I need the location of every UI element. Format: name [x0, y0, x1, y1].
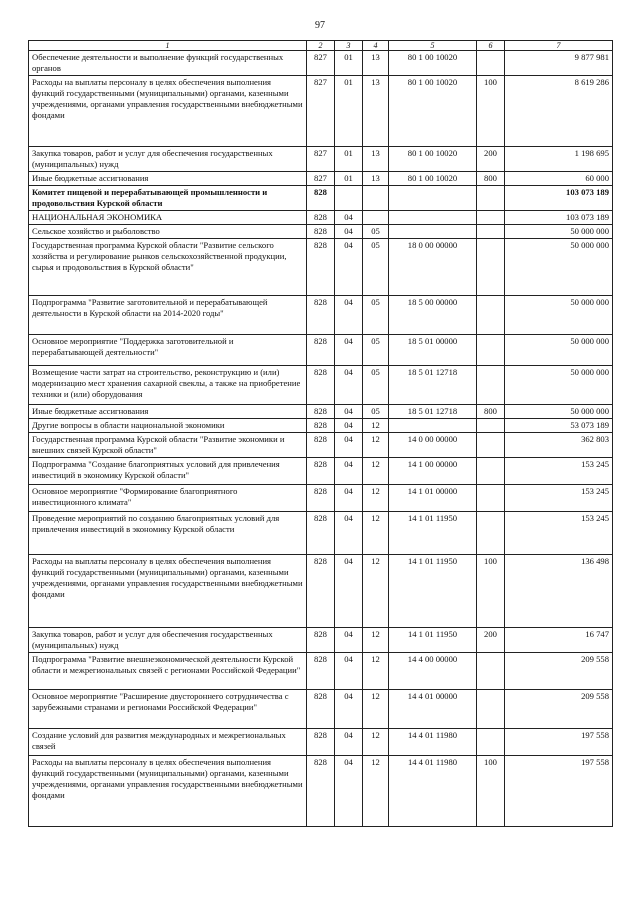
ministry-code-cell: 827 [307, 76, 335, 147]
target-article-cell: 80 1 00 10020 [389, 76, 477, 147]
row-name-cell: Подпрограмма "Создание благоприятных условий для привлечения инвестиций в экономику Курской области" [29, 458, 307, 485]
amount-cell: 50 000 000 [505, 225, 613, 239]
section-code-cell: 01 [335, 51, 363, 76]
subsection-code-cell: 05 [363, 335, 389, 366]
table-body [29, 51, 613, 827]
section-code-cell: 04 [335, 729, 363, 756]
ministry-code-cell: 828 [307, 512, 335, 555]
row-name-cell: Государственная программа Курской области "Развитие экономики и внешних связей Курской области" [29, 433, 307, 458]
table-row [29, 653, 613, 690]
section-code-cell: 04 [335, 296, 363, 335]
section-code-cell: 04 [335, 239, 363, 296]
amount-cell: 103 073 189 [505, 186, 613, 211]
ministry-code-cell: 827 [307, 51, 335, 76]
row-name-cell: Основное мероприятие "Поддержка заготовительной и перерабатывающей деятельности" [29, 335, 307, 366]
expense-type-cell: 800 [477, 405, 505, 419]
ministry-code-cell: 828 [307, 405, 335, 419]
ministry-code-cell: 827 [307, 172, 335, 186]
expense-type-cell: 100 [477, 756, 505, 827]
section-code-cell: 04 [335, 653, 363, 690]
row-name-cell: Проведение мероприятий по созданию благоприятных условий для привлечения инвестиций в экономику Курской области [29, 512, 307, 555]
target-article-cell: 80 1 00 10020 [389, 51, 477, 76]
ministry-code-cell: 828 [307, 628, 335, 653]
row-name-cell: Иные бюджетные ассигнования [29, 405, 307, 419]
subsection-code-cell [363, 211, 389, 225]
row-name-cell: Подпрограмма "Развитие заготовительной и перерабатывающей деятельности в Курской области на 2014-2020 годы" [29, 296, 307, 335]
ministry-code-cell: 828 [307, 433, 335, 458]
subsection-code-cell: 05 [363, 366, 389, 405]
expense-type-cell [477, 485, 505, 512]
target-article-cell: 14 4 01 11980 [389, 729, 477, 756]
expense-type-cell [477, 239, 505, 296]
table-row [29, 555, 613, 628]
column-header: 5 [389, 41, 477, 51]
target-article-cell: 14 4 01 00000 [389, 690, 477, 729]
section-code-cell: 04 [335, 512, 363, 555]
ministry-code-cell: 828 [307, 419, 335, 433]
row-name-cell: Сельское хозяйство и рыболовство [29, 225, 307, 239]
row-name-cell: Основное мероприятие "Формирование благоприятного инвестиционного климата" [29, 485, 307, 512]
expense-type-cell [477, 366, 505, 405]
target-article-cell: 14 1 01 00000 [389, 485, 477, 512]
amount-cell: 53 073 189 [505, 419, 613, 433]
subsection-code-cell: 13 [363, 51, 389, 76]
expense-type-cell [477, 335, 505, 366]
amount-cell: 9 877 981 [505, 51, 613, 76]
column-header: 2 [307, 41, 335, 51]
expense-type-cell [477, 512, 505, 555]
column-header: 3 [335, 41, 363, 51]
target-article-cell: 80 1 00 10020 [389, 172, 477, 186]
target-article-cell: 14 1 00 00000 [389, 458, 477, 485]
row-name-cell: Комитет пищевой и перерабатывающей промышленности и продовольствия Курской области [29, 186, 307, 211]
section-code-cell: 04 [335, 690, 363, 729]
row-name-cell: Расходы на выплаты персоналу в целях обеспечения выполнения функций государственными (муниципальными) органами, казенными учреждениями, органами управления государственными внебюджетными фондами [29, 555, 307, 628]
expense-type-cell [477, 225, 505, 239]
target-article-cell: 14 4 00 00000 [389, 653, 477, 690]
table-row [29, 512, 613, 555]
table-row [29, 419, 613, 433]
row-name-cell: Создание условий для развития международных и межрегиональных связей [29, 729, 307, 756]
column-header: 6 [477, 41, 505, 51]
subsection-code-cell: 12 [363, 628, 389, 653]
subsection-code-cell: 12 [363, 512, 389, 555]
amount-cell: 60 000 [505, 172, 613, 186]
ministry-code-cell: 828 [307, 225, 335, 239]
table-row [29, 628, 613, 653]
ministry-code-cell: 828 [307, 729, 335, 756]
target-article-cell: 14 1 01 11950 [389, 628, 477, 653]
expense-type-cell [477, 653, 505, 690]
table-row [29, 225, 613, 239]
ministry-code-cell: 828 [307, 485, 335, 512]
amount-cell: 209 558 [505, 653, 613, 690]
table-row [29, 485, 613, 512]
amount-cell: 197 558 [505, 729, 613, 756]
section-code-cell: 01 [335, 76, 363, 147]
section-code-cell: 04 [335, 756, 363, 827]
target-article-cell: 14 0 00 00000 [389, 433, 477, 458]
table-row [29, 690, 613, 729]
section-code-cell: 04 [335, 211, 363, 225]
amount-cell: 103 073 189 [505, 211, 613, 225]
row-name-cell: Расходы на выплаты персоналу в целях обеспечения выполнения функций государственными (муниципальными) органами, казенными учреждениями, органами управления государственными внебюджетными фондами [29, 756, 307, 827]
table-row [29, 335, 613, 366]
subsection-code-cell: 05 [363, 239, 389, 296]
expense-type-cell [477, 433, 505, 458]
table-row [29, 186, 613, 211]
ministry-code-cell: 828 [307, 690, 335, 729]
section-code-cell: 01 [335, 147, 363, 172]
amount-cell: 50 000 000 [505, 405, 613, 419]
amount-cell: 153 245 [505, 458, 613, 485]
table-header-row [29, 41, 613, 51]
column-header: 1 [29, 41, 307, 51]
table-row [29, 239, 613, 296]
row-name-cell: Подпрограмма "Развитие внешнеэкономической деятельности Курской области и межрегиональных связей с регионами Российской Федерации" [29, 653, 307, 690]
amount-cell: 209 558 [505, 690, 613, 729]
amount-cell: 136 498 [505, 555, 613, 628]
expense-type-cell: 200 [477, 147, 505, 172]
section-code-cell: 04 [335, 225, 363, 239]
target-article-cell [389, 186, 477, 211]
table-row [29, 729, 613, 756]
expense-type-cell [477, 419, 505, 433]
table-row [29, 172, 613, 186]
section-code-cell: 04 [335, 433, 363, 458]
target-article-cell: 14 1 01 11950 [389, 555, 477, 628]
table-row [29, 433, 613, 458]
row-name-cell: Закупка товаров, работ и услуг для обеспечения государственных (муниципальных) нужд [29, 147, 307, 172]
section-code-cell: 01 [335, 172, 363, 186]
expense-type-cell: 800 [477, 172, 505, 186]
subsection-code-cell: 12 [363, 433, 389, 458]
ministry-code-cell: 828 [307, 366, 335, 405]
expense-type-cell: 100 [477, 555, 505, 628]
section-code-cell: 04 [335, 458, 363, 485]
subsection-code-cell: 05 [363, 296, 389, 335]
table-row [29, 211, 613, 225]
target-article-cell: 18 5 01 12718 [389, 366, 477, 405]
amount-cell: 362 803 [505, 433, 613, 458]
subsection-code-cell: 12 [363, 690, 389, 729]
row-name-cell: Иные бюджетные ассигнования [29, 172, 307, 186]
subsection-code-cell: 12 [363, 485, 389, 512]
ministry-code-cell: 828 [307, 239, 335, 296]
target-article-cell: 80 1 00 10020 [389, 147, 477, 172]
subsection-code-cell: 13 [363, 76, 389, 147]
ministry-code-cell: 828 [307, 653, 335, 690]
ministry-code-cell: 828 [307, 756, 335, 827]
subsection-code-cell: 05 [363, 225, 389, 239]
table-row [29, 147, 613, 172]
row-name-cell: Расходы на выплаты персоналу в целях обеспечения выполнения функций государственными (муниципальными) органами, казенными учреждениями, органами управления государственными внебюджетными фондами [29, 76, 307, 147]
table-row [29, 296, 613, 335]
subsection-code-cell: 12 [363, 729, 389, 756]
amount-cell: 50 000 000 [505, 335, 613, 366]
expense-type-cell: 200 [477, 628, 505, 653]
section-code-cell: 04 [335, 366, 363, 405]
amount-cell: 8 619 286 [505, 76, 613, 147]
subsection-code-cell [363, 186, 389, 211]
target-article-cell: 14 4 01 11980 [389, 756, 477, 827]
row-name-cell: НАЦИОНАЛЬНАЯ ЭКОНОМИКА [29, 211, 307, 225]
target-article-cell: 18 5 00 00000 [389, 296, 477, 335]
target-article-cell: 18 5 01 00000 [389, 335, 477, 366]
subsection-code-cell: 12 [363, 419, 389, 433]
expense-type-cell: 100 [477, 76, 505, 147]
section-code-cell: 04 [335, 335, 363, 366]
expense-type-cell [477, 296, 505, 335]
amount-cell: 50 000 000 [505, 366, 613, 405]
expense-type-cell [477, 729, 505, 756]
row-name-cell: Государственная программа Курской области "Развитие сельского хозяйства и регулирование рынков сельскохозяйственной продукции, сырья и продовольствия в Курской области" [29, 239, 307, 296]
row-name-cell: Обеспечение деятельности и выполнение функций государственных органов [29, 51, 307, 76]
target-article-cell [389, 211, 477, 225]
amount-cell: 50 000 000 [505, 239, 613, 296]
table-row [29, 366, 613, 405]
section-code-cell: 04 [335, 405, 363, 419]
table-row [29, 458, 613, 485]
table-row [29, 76, 613, 147]
subsection-code-cell: 12 [363, 756, 389, 827]
section-code-cell: 04 [335, 419, 363, 433]
subsection-code-cell: 05 [363, 405, 389, 419]
target-article-cell: 14 1 01 11950 [389, 512, 477, 555]
target-article-cell: 18 5 01 12718 [389, 405, 477, 419]
table-row [29, 405, 613, 419]
amount-cell: 153 245 [505, 512, 613, 555]
amount-cell: 1 198 695 [505, 147, 613, 172]
amount-cell: 50 000 000 [505, 296, 613, 335]
section-code-cell [335, 186, 363, 211]
amount-cell: 197 558 [505, 756, 613, 827]
subsection-code-cell: 12 [363, 555, 389, 628]
subsection-code-cell: 12 [363, 458, 389, 485]
ministry-code-cell: 828 [307, 555, 335, 628]
expense-type-cell [477, 458, 505, 485]
ministry-code-cell: 828 [307, 211, 335, 225]
row-name-cell: Возмещение части затрат на строительство, реконструкцию и (или) модернизацию мест хранения сахарной свеклы, а также на приобретение техники и (или) оборудования [29, 366, 307, 405]
ministry-code-cell: 827 [307, 147, 335, 172]
column-header: 7 [505, 41, 613, 51]
expense-type-cell [477, 211, 505, 225]
row-name-cell: Другие вопросы в области национальной экономики [29, 419, 307, 433]
page-number: 97 [315, 20, 325, 31]
table-row [29, 51, 613, 76]
subsection-code-cell: 13 [363, 172, 389, 186]
amount-cell: 153 245 [505, 485, 613, 512]
target-article-cell [389, 419, 477, 433]
table-row [29, 756, 613, 827]
section-code-cell: 04 [335, 485, 363, 512]
expense-type-cell [477, 690, 505, 729]
ministry-code-cell: 828 [307, 186, 335, 211]
column-header: 4 [363, 41, 389, 51]
subsection-code-cell: 12 [363, 653, 389, 690]
section-code-cell: 04 [335, 628, 363, 653]
amount-cell: 16 747 [505, 628, 613, 653]
target-article-cell: 18 0 00 00000 [389, 239, 477, 296]
expense-type-cell [477, 186, 505, 211]
row-name-cell: Основное мероприятие "Расширение двустороннего сотрудничества с зарубежными странами и регионами Российской Федерации" [29, 690, 307, 729]
section-code-cell: 04 [335, 555, 363, 628]
ministry-code-cell: 828 [307, 335, 335, 366]
expense-type-cell [477, 51, 505, 76]
budget-table [28, 40, 613, 827]
subsection-code-cell: 13 [363, 147, 389, 172]
row-name-cell: Закупка товаров, работ и услуг для обеспечения государственных (муниципальных) нужд [29, 628, 307, 653]
ministry-code-cell: 828 [307, 296, 335, 335]
ministry-code-cell: 828 [307, 458, 335, 485]
target-article-cell [389, 225, 477, 239]
